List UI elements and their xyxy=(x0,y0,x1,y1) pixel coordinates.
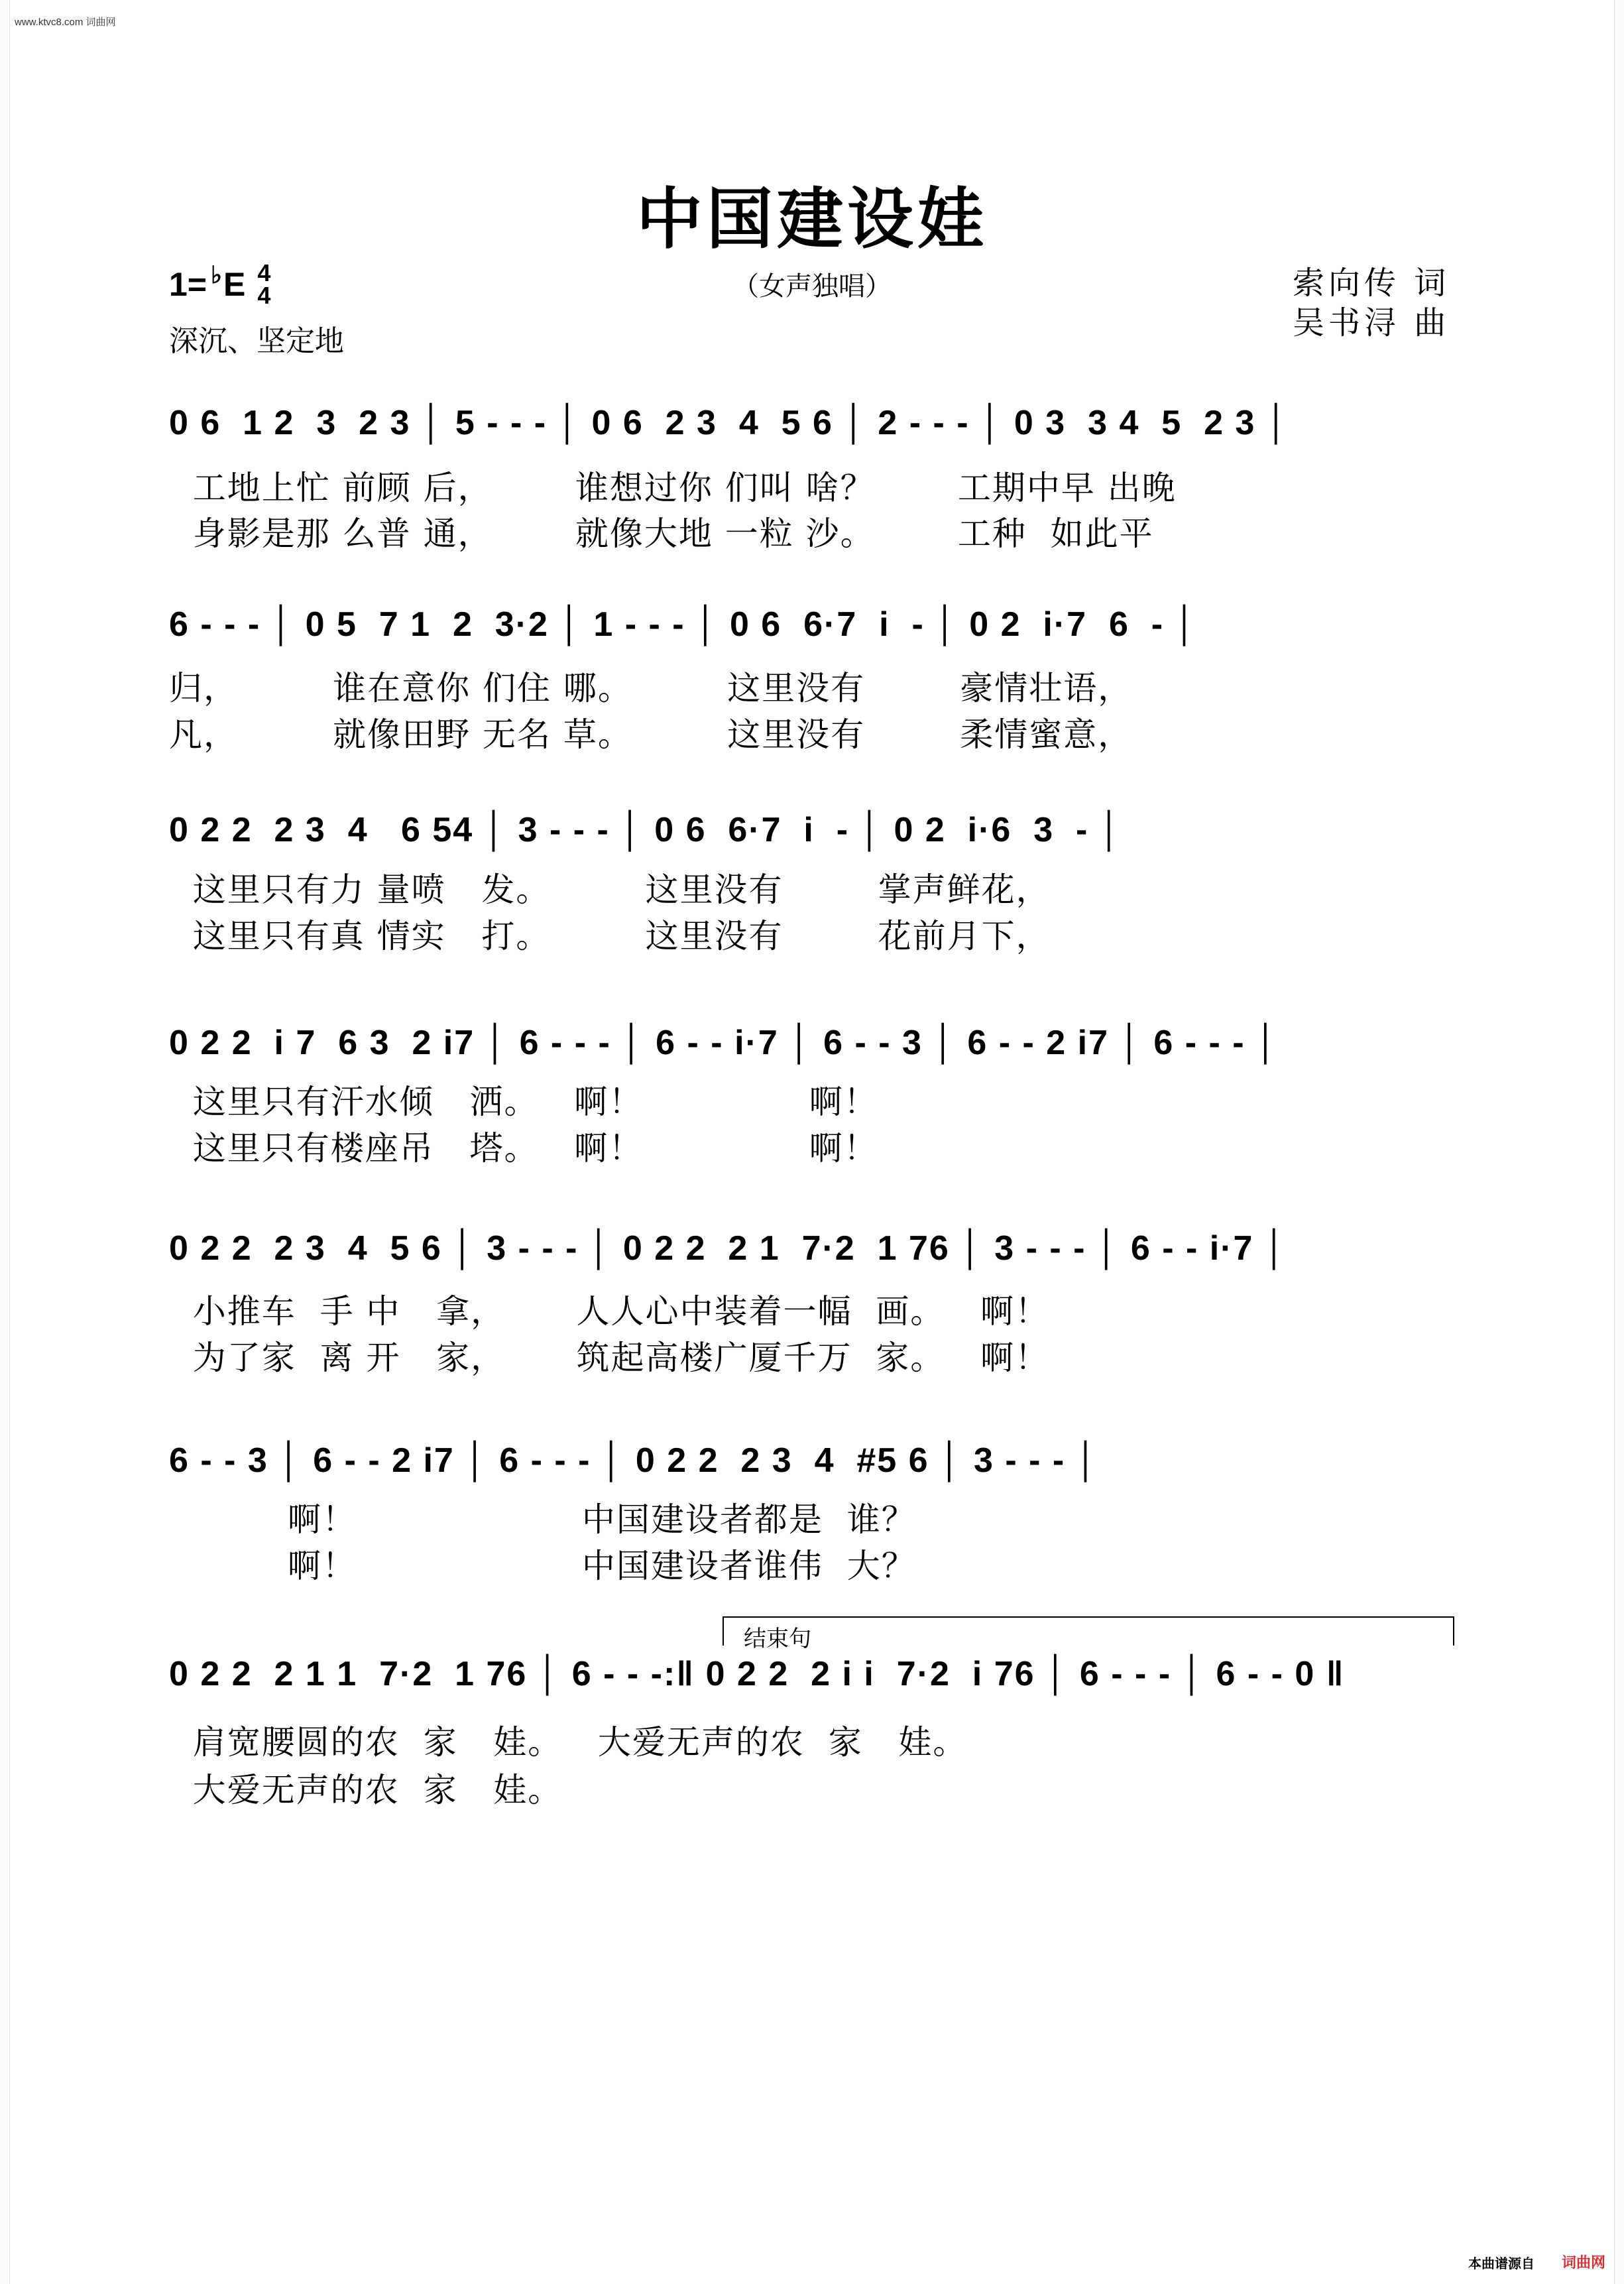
composer-credit: 吴书浔 曲 xyxy=(1293,304,1450,341)
footer-source-text: 本曲谱源自 xyxy=(1468,2257,1535,2271)
notation-line-7: 0 2 2 2 1 1 7·2 1 76 │ 6 - - -:‖ 0 2 2 2 i i 7·2 i 76 │ 6 - - - │ 6 - - 0 ‖ xyxy=(169,1655,1345,1693)
key-prefix: 1= xyxy=(169,266,207,303)
lyrics-verse1-line-3: 这里只有力 量喷 发。 这里没有 掌声鲜花， xyxy=(169,871,1051,909)
time-signature xyxy=(257,259,271,309)
lyrics-verse2-line-2: 凡， 就像田野 无名 草。 这里没有 柔情蜜意， xyxy=(169,715,1133,754)
notation-line-6: 6 - - 3 │ 6 - - 2 i7 │ 6 - - - │ 0 2 2 2 3 4 #5 6 │ 3 - - - │ xyxy=(169,1441,1100,1480)
page-edge-right xyxy=(1614,0,1624,2284)
song-title: 中国建设娃 xyxy=(636,180,988,258)
lyrics-verse1-line-1: 工地上忙 前顾 后， 谁想过你 们叫 啥？ 工期中早 出晚 xyxy=(169,469,1177,507)
lyrics-verse1-line-7: 肩宽腰圆的农 家 娃。 大爱无声的农 家 娃。 xyxy=(169,1723,968,1762)
time-signature-top: 4 xyxy=(257,259,271,286)
key-note: E xyxy=(223,266,246,303)
notation-line-4: 0 2 2 i 7 6 3 2 i7 │ 6 - - - │ 6 - - i·7 │ 6 - - 3 │ 6 - - 2 i7 │ 6 - - - │ xyxy=(169,1024,1279,1062)
lyrics-verse1-line-6: 啊！ 中国建设者都是 谁？ xyxy=(169,1500,916,1539)
notation-line-5: 0 2 2 2 3 4 5 6 │ 3 - - - │ 0 2 2 2 1 7·2 1 76 │ 3 - - - │ 6 - - i·7 │ xyxy=(169,1229,1288,1268)
song-subtitle: （女声独唱） xyxy=(732,271,892,302)
lyrics-verse1-line-5: 小推车 手 中 拿， 人人心中装着一幅 画。 啊！ xyxy=(169,1292,1049,1331)
tempo-marking: 深沉、坚定地 xyxy=(169,325,344,357)
ending-bracket xyxy=(723,1616,1454,1646)
lyrics-verse1-line-2: 归， 谁在意你 们住 哪。 这里没有 豪情壮语， xyxy=(169,669,1133,707)
flat-symbol: ♭ xyxy=(211,261,222,288)
site-header[interactable]: www.ktvc8.com 词曲网 xyxy=(15,17,116,28)
lyricist-credit: 索向传 词 xyxy=(1293,265,1450,302)
lyrics-verse2-line-1: 身影是那 么普 通， 就像大地 一粒 沙。 工种 如此平 xyxy=(169,514,1154,553)
lyrics-verse1-line-4: 这里只有汗水倾 洒。 啊！ 啊！ xyxy=(169,1083,878,1121)
lyrics-verse2-line-5: 为了家 离 开 家， 筑起高楼广厦千万 家。 啊！ xyxy=(169,1339,1049,1377)
page-edge-left xyxy=(0,0,10,2284)
time-signature-bottom: 4 xyxy=(257,282,271,309)
notation-line-2: 6 - - - │ 0 5 7 1 2 3·2 │ 1 - - - │ 0 6 6·7 i - │ 0 2 i·7 6 - │ xyxy=(169,605,1198,644)
lyrics-verse2-line-7: 大爱无声的农 家 娃。 xyxy=(169,1771,563,1809)
notation-line-1: 0 6 1 2 3 2 3 │ 5 - - - │ 0 6 2 3 4 5 6 │ 2 - - - │ 0 3 3 4 5 2 3 │ xyxy=(169,404,1290,442)
lyrics-verse2-line-4: 这里只有楼座吊 塔。 啊！ 啊！ xyxy=(169,1129,878,1168)
ending-label: 结束句 xyxy=(744,1626,811,1652)
key-signature xyxy=(169,259,271,309)
lyrics-verse2-line-6: 啊！ 中国建设者谁伟 大？ xyxy=(169,1547,916,1585)
lyrics-verse2-line-3: 这里只有真 情实 打。 这里没有 花前月下， xyxy=(169,917,1051,955)
notation-line-3: 0 2 2 2 3 4 6 54 │ 3 - - - │ 0 6 6·7 i - │ 0 2 i·6 3 - │ xyxy=(169,811,1123,849)
footer-site-logo[interactable]: 词曲网 xyxy=(1562,2254,1606,2271)
